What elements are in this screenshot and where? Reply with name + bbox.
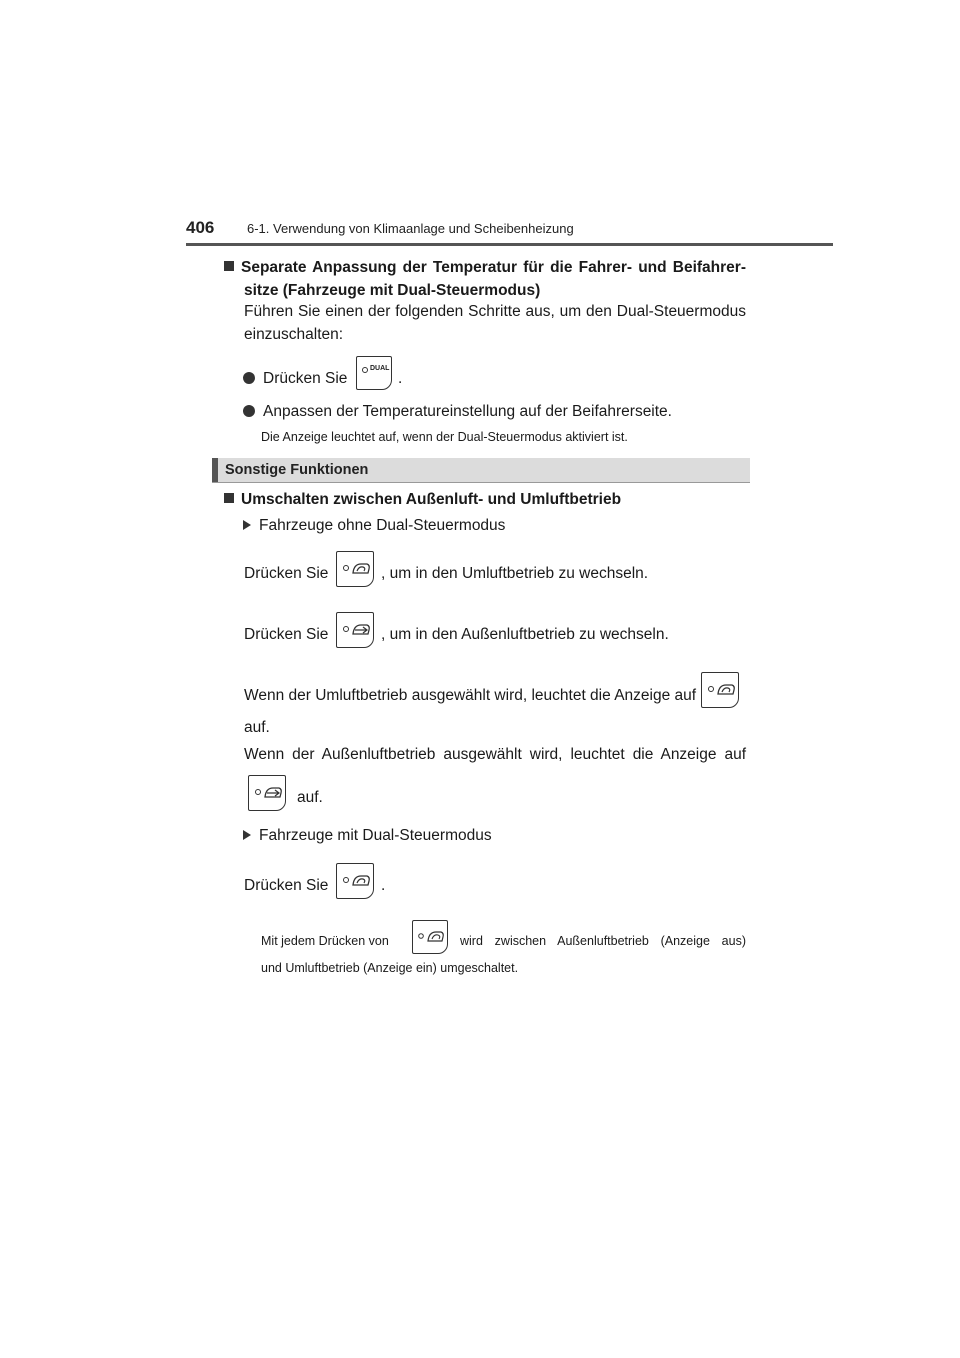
dual-heading-line1: Separate Anpassung der Temperatur für die Fahrer- und Beifahrer- bbox=[224, 256, 746, 279]
chapter-title: 6-1. Verwendung von Klimaanlage und Scheibenheizung bbox=[247, 221, 574, 236]
outside-air-icon bbox=[249, 776, 287, 812]
dual-bullet-2: Anpassen der Temperatureinstellung auf der Beifahrerseite. bbox=[243, 400, 672, 423]
final-note-prefix: Mit jedem Drücken von bbox=[261, 934, 389, 948]
recirculation-indicator bbox=[701, 672, 739, 708]
header-rule bbox=[186, 243, 833, 246]
triangle-bullet-icon bbox=[243, 520, 251, 530]
recirc-line2: auf. bbox=[244, 719, 270, 736]
square-bullet-icon bbox=[224, 493, 234, 503]
dual-intro-line1: Führen Sie einen der folgenden Schritte aus, um den Dual-Steuermodus bbox=[244, 303, 746, 320]
recirculation-button bbox=[336, 551, 374, 587]
sub-heading-dual: Fahrzeuge mit Dual-Steuermodus bbox=[243, 824, 492, 847]
press1-suffix: , um in den Umluftbetrieb zu wechseln. bbox=[381, 565, 649, 582]
press2-prefix: Drücken Sie bbox=[244, 626, 329, 643]
outside-air-button bbox=[336, 612, 374, 648]
press2-suffix: , um in den Außenluftbetrieb zu wechseln. bbox=[381, 626, 669, 643]
dual-note: Die Anzeige leuchtet auf, wenn der Dual-Steuermodus aktiviert ist. bbox=[261, 430, 628, 444]
page-number: 406 bbox=[186, 218, 215, 237]
air-intake-button bbox=[336, 863, 374, 899]
outside-line2: auf. bbox=[297, 789, 323, 806]
outside-air-indicator bbox=[248, 775, 286, 811]
recirc-line1: Wenn der Umluftbetrieb ausgewählt wird, leuchtet die Anzeige auf bbox=[244, 687, 697, 704]
round-bullet-icon bbox=[243, 405, 255, 417]
dual-button-label: DUAL bbox=[370, 365, 390, 372]
air-heading: Umschalten zwischen Außenluft- und Umluftbetrieb bbox=[224, 488, 621, 511]
triangle-bullet-icon bbox=[243, 830, 251, 840]
final-note-suffix: wird zwischen Außenluftbetrieb (Anzeige aus) bbox=[460, 934, 746, 948]
air-intake-button-small bbox=[412, 920, 448, 954]
round-bullet-icon bbox=[243, 372, 255, 384]
recirculation-icon bbox=[702, 673, 740, 709]
section-bar-other-functions bbox=[212, 458, 750, 483]
recirculation-icon bbox=[337, 864, 375, 900]
final-note-line2: und Umluftbetrieb (Anzeige ein) umgeschaltet. bbox=[261, 961, 519, 975]
dual-intro-line2: einzuschalten: bbox=[244, 326, 344, 343]
press3-prefix: Drücken Sie bbox=[244, 877, 329, 894]
press3-suffix: . bbox=[381, 877, 386, 894]
press1-prefix: Drücken Sie bbox=[244, 565, 329, 582]
recirculation-icon bbox=[337, 552, 375, 588]
sub-heading-no-dual: Fahrzeuge ohne Dual-Steuermodus bbox=[243, 514, 505, 537]
recirculation-icon bbox=[413, 921, 449, 955]
dual-bullet-1-suffix: . bbox=[398, 370, 403, 387]
section-title: Sonstige Funktionen bbox=[225, 462, 369, 478]
dual-bullet-1: Drücken Sie bbox=[243, 367, 347, 390]
dual-heading-line2: sitze (Fahrzeuge mit Dual-Steuermodus) bbox=[244, 282, 541, 299]
dual-button bbox=[356, 356, 392, 390]
outside-air-icon bbox=[337, 613, 375, 649]
square-bullet-icon bbox=[224, 261, 234, 271]
outside-line1: Wenn der Außenluftbetrieb ausgewählt wird, leuchtet die Anzeige auf bbox=[244, 746, 746, 763]
